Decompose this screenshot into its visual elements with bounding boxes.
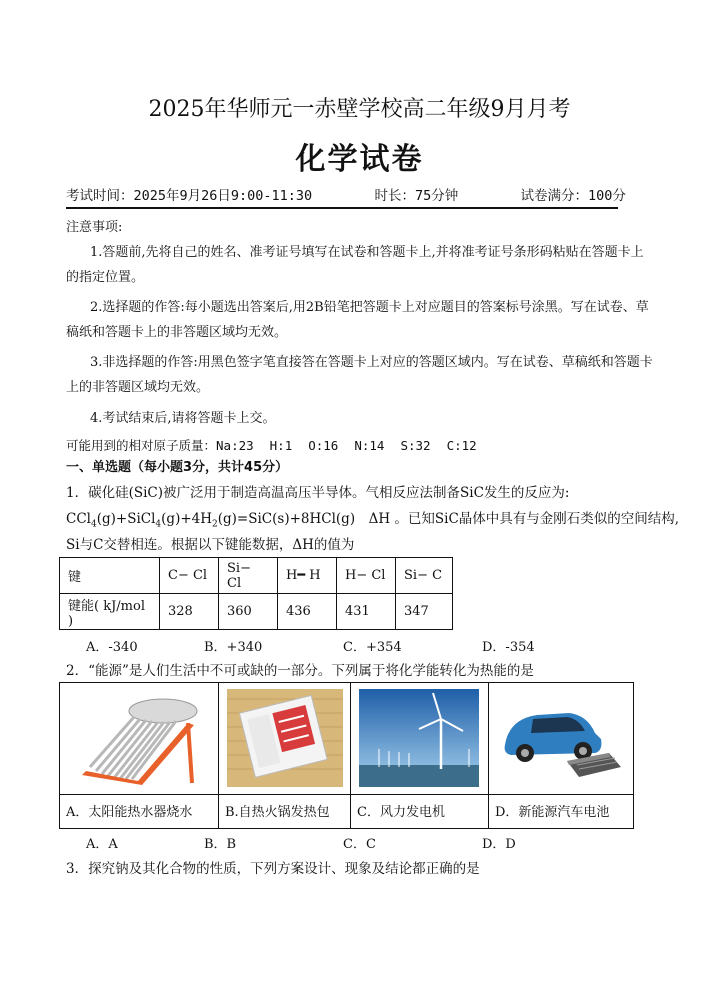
table-cell: Si− Cl [219,558,278,594]
mass-o: O:16 [308,438,339,453]
caption-c: C．风力发电机 [357,805,445,820]
mass-c: C:12 [446,438,477,453]
q1-option-a: A．-340 [86,640,138,655]
table-cell: C− Cl [160,558,219,594]
exam-time: 考试时间：2025年9月26日9:00-11:30 [66,188,313,204]
caption-b: B.自热火锅发热包 [225,805,330,820]
q2-option-d: D．D [482,837,516,852]
caption-d: D．新能源汽车电池 [495,805,610,820]
table-cell: 347 [396,594,453,630]
exam-duration: 时长：75分钟 [374,188,459,204]
solar-water-heater-image [68,689,208,787]
q1-option-c: C．+354 [343,640,402,655]
q1-line3: Si与C交替相连。根据以下键能数据，ΔH的值为 [66,537,355,553]
bond-energy-table [59,557,453,630]
notice-item-3: 3.非选择题的作答:用黑色签字笔直接答在答题卡上对应的答题区域内。写在试卷、草稿纸和答题卡上的非答题区域均无效。 [66,355,653,395]
q2-option-a: A．A [86,837,118,852]
atomic-masses-label: 可能用到的相对原子质量： [66,438,217,453]
notice-item-4: 4.考试结束后,请将答题卡上交。 [90,411,276,426]
q2-cell-c [351,683,489,828]
mass-na: Na:23 [216,438,254,453]
mass-s: S:32 [400,438,431,453]
mass-h: H:1 [269,438,293,453]
table-cell: H− Cl [337,558,396,594]
paper-title: 化学试卷 [295,142,424,177]
table-cell: H━ H [278,558,337,594]
q2-cell-d [489,683,633,828]
self-heating-pack-image [227,689,343,787]
section-heading: 一、单选题（每小题3分，共计45分） [66,460,289,475]
school-exam-line: 2025年华师元一赤壁学校高二年级9月月考 [148,97,571,122]
table-cell: Si− C [396,558,453,594]
atomic-masses [66,436,477,454]
q2-cell-a [60,683,219,828]
notice-item-1: 1.答题前,先将自己的姓名、准考证号填写在试卷和答题卡上,并将准考证号条形码粘贴在答题卡上的指定位置。 [66,245,644,285]
q1-line1: 1．碳化硅(SiC)被广泛用于制造高温高压半导体。气相反应法制备SiC发生的反应为: [66,485,570,501]
caption-a: A．太阳能热水器烧水 [66,805,193,820]
q3-stem: 3．探究钠及其化合物的性质，下列方案设计、现象及结论都正确的是 [66,861,480,877]
q2-figure-table [59,682,634,829]
mass-n: N:14 [354,438,385,453]
q2-option-b: B．B [204,837,237,852]
q1-option-b: B．+340 [204,640,263,655]
table-cell: 360 [219,594,278,630]
q2-option-c: C．C [343,837,376,852]
wind-turbine-image [359,689,479,787]
table-row [60,594,453,630]
table-cell: 键 [60,558,160,594]
q2-cell-b [219,683,351,828]
table-cell: 436 [278,594,337,630]
exam-full-score: 试卷满分：100分 [520,188,626,204]
q2-stem: 2．“能源”是人们生活中不可或缺的一部分。下列属于将化学能转化为热能的是 [66,663,534,679]
notice-heading: 注意事项: [66,220,123,235]
table-cell: 键能( kJ/mol ) [60,594,160,630]
table-cell: 328 [160,594,219,630]
q1-equation: $CCl_4(g)+SiCl_4(g)+4H_2(g)=SiC(s)+8HCl(g)$ ΔH 。已知SiC晶体中具有与金刚石类似的空间结构, [66,511,680,530]
table-cell: 431 [337,594,396,630]
electric-car-image [497,689,625,787]
table-row [60,558,453,594]
exam-info-bar [66,184,626,209]
notice-item-2: 2.选择题的作答:每小题选出答案后,用2B铅笔把答题卡上对应题目的答案标号涂黑。写在试卷、草稿纸和答题卡上的非答题区域均无效。 [66,300,649,340]
q1-option-d: D．-354 [482,640,535,655]
